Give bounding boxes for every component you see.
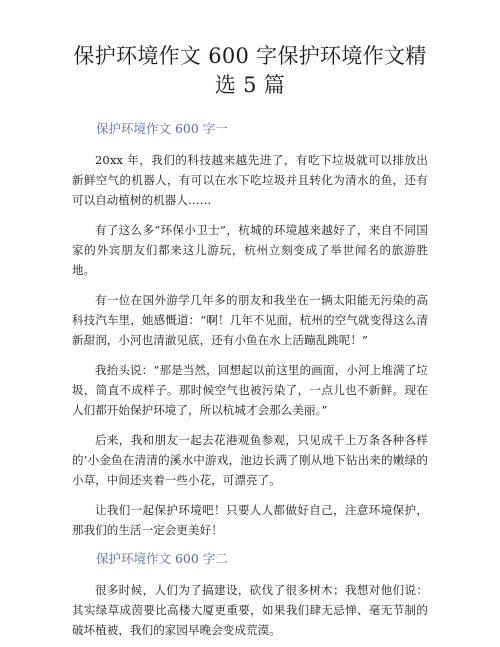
paragraph: 有了这么多“环保小卫士”，杭城的环境越来越好了，来自不同国家的外宾朋友们都来这儿游玩，杭州立刻变成了举世闻名的旅游胜地。 xyxy=(72,223,428,277)
section-2 xyxy=(72,550,428,640)
paragraph: 20xx 年，我们的科技越来越先进了，有吃下垃圾就可以排放出新鲜空气的机器人，有可以在水下吃垃圾并且转化为清水的鱼，还有可以自动植树的机器人…… xyxy=(72,153,428,207)
paragraph: 后来，我和朋友一起去花港观鱼参观，只见成千上万条各种各样的’小金鱼在清清的溪水中游戏，池边长满了刚从地下钻出来的嫩绿的小草，中间还夹着一些小花，可漂亮了。 xyxy=(72,433,428,487)
paragraph: 很多时候，人们为了搞建设，砍伐了很多树木；我想对他们说：其实绿草成茵要比高楼大厦更重要，如果我们肆无忌惮、毫无节制的破坏植被，我们的家园早晚会变成荒漠。 xyxy=(72,583,428,637)
paragraph: 有一位在国外游学几年多的朋友和我坐在一辆太阳能无污染的高科技汽车里，她感慨道：“啊！几年不见面，杭州的空气就变得这么清新甜润，小河也清澈见底，还有小鱼在水上活蹦乱跳呢！” xyxy=(72,293,428,347)
paragraph: 让我们一起保护环境吧！只要人人都做好自己，注意环境保护，那我们的生活一定会更美好！ xyxy=(72,503,428,537)
section-heading: 保护环境作文 600 字二 xyxy=(96,551,228,566)
paragraph: 我抬头说：“那是当然，回想起以前这里的画面，小河上堆满了垃圾，简直不成样子。那时候空气也被污染了，一点儿也不新鲜。现在人们都开始保护环境了，所以杭城才会那么美丽。” xyxy=(72,363,428,417)
document-title: 保护环境作文 600 字保护环境作文精选 5 篇 xyxy=(73,44,427,97)
section-1 xyxy=(72,120,428,540)
section-heading: 保护环境作文 600 字一 xyxy=(96,121,228,136)
